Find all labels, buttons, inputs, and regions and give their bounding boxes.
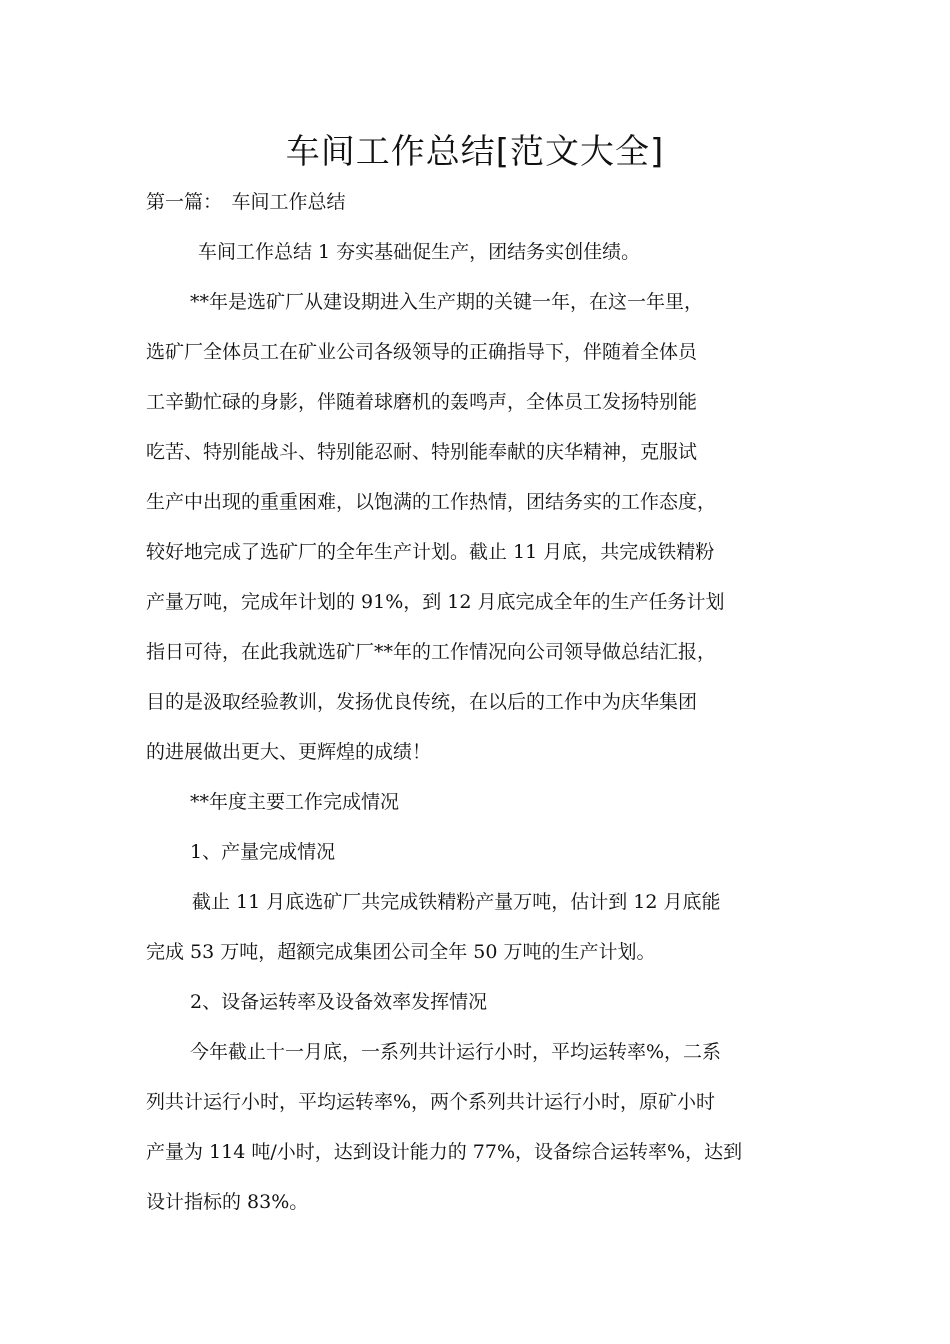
heading-equipment: 2、设备运转率及设备效率发挥情况 — [190, 991, 488, 1013]
paragraph-line: 设计指标的 83%。 — [146, 1191, 309, 1213]
paragraph-line: 列共计运行小时，平均运转率%，两个系列共计运行小时，原矿小时 — [146, 1091, 716, 1113]
paragraph-line: 工辛勤忙碌的身影，伴随着球磨机的轰鸣声，全体员工发扬特别能 — [146, 391, 698, 413]
paragraph-line: 今年截止十一月底，一系列共计运行小时，平均运转率%，二系 — [190, 1041, 722, 1063]
paragraph-line: 较好地完成了选矿厂的全年生产计划。截止 11 月底，共完成铁精粉 — [146, 541, 715, 563]
paragraph-line: 指日可待，在此我就选矿厂**年的工作情况向公司领导做总结汇报， — [146, 641, 717, 663]
paragraph-line: 吃苦、特别能战斗、特别能忍耐、特别能奉献的庆华精神，克服试 — [146, 441, 698, 463]
paragraph-line: 目的是汲取经验教训，发扬优良传统，在以后的工作中为庆华集团 — [146, 691, 698, 713]
paragraph-line: 产量万吨，完成年计划的 91%，到 12 月底完成全年的生产任务计划 — [146, 591, 725, 613]
paragraph-line: 截止 11 月底选矿厂共完成铁精粉产量万吨，估计到 12 月底能 — [192, 891, 721, 913]
paragraph-line: 产量为 114 吨/小时，达到设计能力的 77%，设备综合运转率%，达到 — [146, 1141, 743, 1163]
intro-line: 车间工作总结 1 夯实基础促生产，团结务实创佳绩。 — [198, 241, 641, 263]
paragraph-line: 选矿厂全体员工在矿业公司各级领导的正确指导下，伴随着全体员 — [146, 341, 698, 363]
heading-output: 1、产量完成情况 — [190, 841, 336, 863]
section-heading: 第一篇： 车间工作总结 — [146, 191, 346, 213]
paragraph-line: 生产中出现的重重困难，以饱满的工作热情，团结务实的工作态度， — [146, 491, 717, 513]
document-title: 车间工作总结[范文大全] — [285, 132, 665, 172]
paragraph-line: 的进展做出更大、更辉煌的成绩！ — [146, 741, 432, 763]
heading-main-work: **年度主要工作完成情况 — [190, 791, 400, 813]
paragraph-line: 完成 53 万吨，超额完成集团公司全年 50 万吨的生产计划。 — [146, 941, 656, 963]
paragraph-line: **年是选矿厂从建设期进入生产期的关键一年，在这一年里， — [190, 291, 704, 313]
document-body — [146, 177, 826, 1227]
